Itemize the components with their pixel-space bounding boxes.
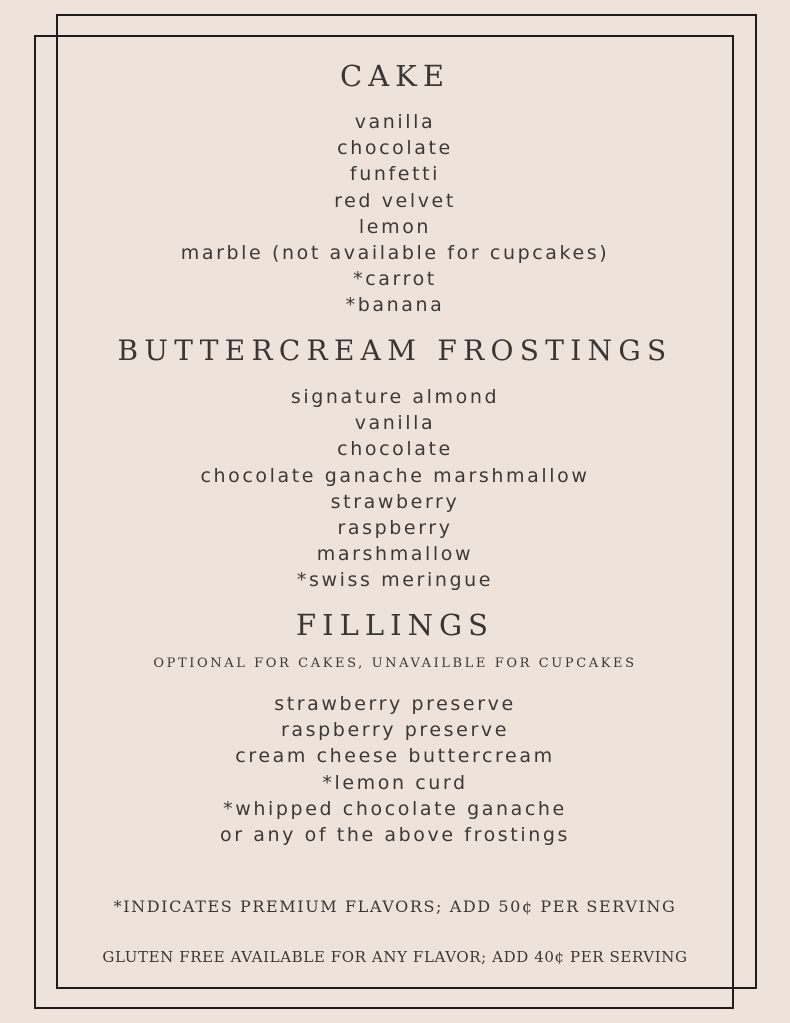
list-item: *whipped chocolate ganache (223, 797, 567, 820)
list-item: raspberry (337, 517, 453, 540)
list-item: cream cheese buttercream (235, 745, 555, 768)
fillings-subheading: OPTIONAL FOR CAKES, UNAVAILBLE FOR CUPCAKES (153, 656, 637, 671)
list-item: chocolate ganache marshmallow (200, 464, 590, 487)
fillings-list (0, 691, 790, 848)
list-item: vanilla (354, 111, 436, 133)
list-item: chocolate (337, 438, 453, 461)
list-item: marble (not available for cupcakes) (180, 242, 610, 265)
gluten-free-note: GLUTEN FREE AVAILABLE FOR ANY FLAVOR; ADD 40¢ PER SERVING (102, 948, 688, 966)
list-item: *carrot (353, 268, 437, 291)
list-item: strawberry (330, 490, 460, 513)
list-item: raspberry preserve (280, 719, 509, 742)
premium-flavors-note: *INDICATES PREMIUM FLAVORS; ADD 50¢ PER SERVING (113, 897, 677, 916)
list-item: funfetti (349, 163, 441, 186)
list-item: *lemon curd (322, 771, 468, 794)
list-item: *swiss meringue (296, 569, 494, 592)
list-item: *banana (345, 294, 445, 317)
list-item: lemon (358, 215, 432, 238)
list-item: vanilla (354, 412, 436, 435)
list-item: chocolate (337, 137, 453, 160)
list-item: strawberry preserve (274, 693, 516, 715)
list-item: or any of the above frostings (219, 824, 571, 847)
cake-heading: CAKE (340, 59, 450, 93)
frostings-heading: BUTTERCREAM FROSTINGS (117, 334, 673, 367)
list-item: marshmallow (316, 543, 474, 566)
fillings-heading: FILLINGS (296, 608, 494, 642)
frostings-list (0, 384, 790, 594)
list-item: red velvet (334, 189, 456, 212)
cake-list (0, 109, 790, 319)
list-item: signature almond (290, 386, 500, 408)
